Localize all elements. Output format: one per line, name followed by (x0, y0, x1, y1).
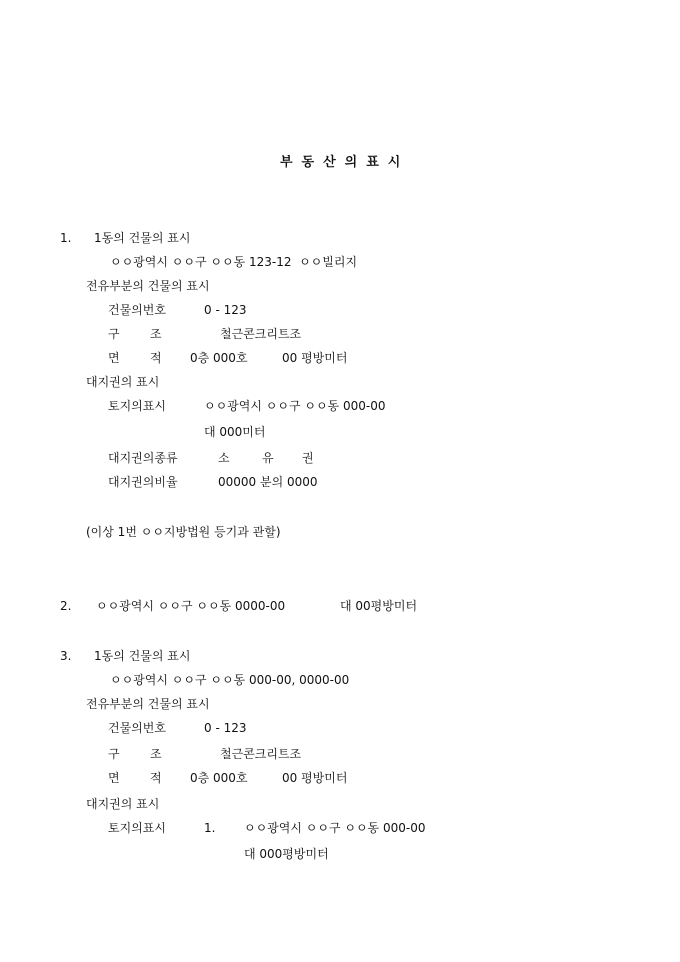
document-title: 부동산의표시 (280, 155, 410, 170)
item-3-area-label-a: 면 (108, 771, 120, 785)
item-3-land-sub-number: 1. (204, 821, 216, 835)
item-1-number: 1. (60, 231, 72, 245)
item-1-unit-number-value: 0 - 123 (204, 303, 247, 317)
item-3-land-area: 대 000평방미터 (244, 847, 329, 861)
item-3-land-address: ㅇㅇ광역시 ㅇㅇ구 ㅇㅇ동 000-00 (244, 821, 426, 835)
item-1-right-ratio-value: 00000 분의 0000 (218, 475, 318, 489)
item-1-building-address: ㅇㅇ광역시 ㅇㅇ구 ㅇㅇ동 123-12 ㅇㅇ빌리지 (110, 255, 358, 269)
item-3-structure-label-a: 구 (108, 747, 120, 761)
item-3-building-heading: 1동의 건물의 표시 (94, 649, 191, 663)
item-2-address: ㅇㅇ광역시 ㅇㅇ구 ㅇㅇ동 0000-00 (96, 599, 286, 613)
item-1-right-type-a: 소 (218, 451, 230, 465)
item-1-area-label-a: 면 (108, 351, 120, 365)
item-3-land-label: 토지의표시 (108, 821, 166, 835)
item-3-unit-number-value: 0 - 123 (204, 721, 247, 735)
item-1-right-type-b: 유 (262, 451, 274, 465)
item-3-number: 3. (60, 649, 72, 663)
item-3-structure-value: 철근콘크리트조 (220, 747, 302, 761)
item-3-structure-label-b: 조 (150, 747, 162, 761)
item-1-land-label: 토지의표시 (108, 399, 166, 413)
item-2-area: 대 00평방미터 (340, 599, 418, 613)
item-2-number: 2. (60, 599, 72, 613)
item-1-area-floor: 0층 000호 (190, 351, 248, 365)
item-1-structure-label-a: 구 (108, 327, 120, 341)
item-1-structure-value: 철근콘크리트조 (220, 327, 302, 341)
item-1-area-label-b: 적 (150, 351, 162, 365)
item-3-land-right-heading: 대지권의 표시 (86, 797, 160, 811)
item-1-building-heading: 1동의 건물의 표시 (94, 231, 191, 245)
item-1-land-address: ㅇㅇ광역시 ㅇㅇ구 ㅇㅇ동 000-00 (204, 399, 386, 413)
item-1-structure-label-b: 조 (150, 327, 162, 341)
item-3-building-address: ㅇㅇ광역시 ㅇㅇ구 ㅇㅇ동 000-00, 0000-00 (110, 673, 350, 687)
item-1-jurisdiction-note: (이상 1번 ㅇㅇ지방법원 등기과 관할) (86, 525, 281, 539)
item-1-land-area: 대 000미터 (204, 425, 266, 439)
item-3-area-value: 00 평방미터 (282, 771, 348, 785)
item-3-unit-number-label: 건물의번호 (108, 721, 166, 735)
item-1-land-right-heading: 대지권의 표시 (86, 375, 160, 389)
item-3-area-label-b: 적 (150, 771, 162, 785)
item-3-unit-heading: 전유부분의 건물의 표시 (86, 697, 210, 711)
item-1-unit-number-label: 건물의번호 (108, 303, 166, 317)
item-1-unit-heading: 전유부분의 건물의 표시 (86, 279, 210, 293)
item-1-right-type-label: 대지권의종류 (108, 451, 178, 465)
item-1-area-value: 00 평방미터 (282, 351, 348, 365)
item-3-area-floor: 0층 000호 (190, 771, 248, 785)
item-1-right-ratio-label: 대지권의비율 (108, 475, 178, 489)
item-1-right-type-c: 권 (302, 451, 314, 465)
